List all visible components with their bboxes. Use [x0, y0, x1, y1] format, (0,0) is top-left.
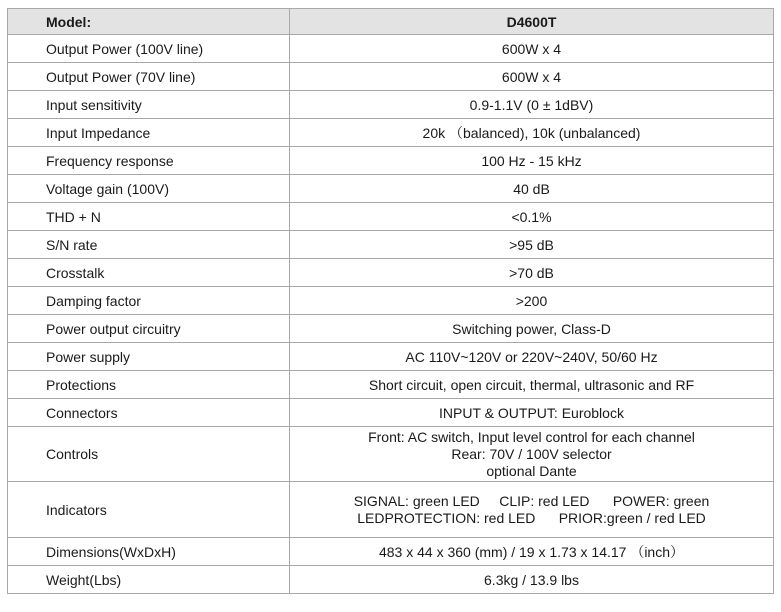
indicators-line: LEDPROTECTION: red LED PRIOR:green / red LED [357, 509, 706, 526]
spec-value: AC 110V~120V or 220V~240V, 50/60 Hz [290, 343, 774, 371]
header-row [8, 9, 774, 35]
table-row [8, 287, 774, 315]
spec-value: >95 dB [290, 231, 774, 259]
table-row [8, 63, 774, 91]
spec-label: Power supply [8, 343, 290, 371]
spec-label: Crosstalk [8, 259, 290, 287]
table-row [8, 175, 774, 203]
spec-value: Switching power, Class-D [290, 315, 774, 343]
spec-value: 20k （balanced), 10k (unbalanced) [290, 119, 774, 147]
dimensions-label: Dimensions(WxDxH) [8, 538, 290, 566]
controls-value [290, 427, 774, 482]
header-label: Model: [8, 9, 290, 35]
weight-label: Weight(Lbs) [8, 566, 290, 594]
table-row [8, 35, 774, 63]
dimensions-value: 483 x 44 x 360 (mm) / 19 x 1.73 x 14.17 （inch） [290, 538, 774, 566]
spec-label: Damping factor [8, 287, 290, 315]
spec-label: Protections [8, 371, 290, 399]
table-row [8, 315, 774, 343]
table-row [8, 399, 774, 427]
weight-row [8, 566, 774, 594]
indicators-row [8, 482, 774, 538]
table-row [8, 371, 774, 399]
header-model: D4600T [290, 9, 774, 35]
controls-line: Front: AC switch, Input level control for each channel [368, 428, 695, 445]
controls-label: Controls [8, 427, 290, 482]
spec-label: Connectors [8, 399, 290, 427]
spec-value: >70 dB [290, 259, 774, 287]
spec-value: 100 Hz - 15 kHz [290, 147, 774, 175]
spec-value: 0.9-1.1V (0 ± 1dBV) [290, 91, 774, 119]
spec-label: S/N rate [8, 231, 290, 259]
controls-line: optional Dante [486, 462, 577, 479]
spec-value: >200 [290, 287, 774, 315]
spec-label: Output Power (100V line) [8, 35, 290, 63]
weight-value: 6.3kg / 13.9 lbs [290, 566, 774, 594]
indicators-value [290, 482, 774, 538]
spec-value: 600W x 4 [290, 35, 774, 63]
spec-value: 600W x 4 [290, 63, 774, 91]
controls-line: Rear: 70V / 100V selector [451, 445, 612, 462]
dimensions-row [8, 538, 774, 566]
spec-label: Power output circuitry [8, 315, 290, 343]
spec-value: 40 dB [290, 175, 774, 203]
spec-label: Output Power (70V line) [8, 63, 290, 91]
indicators-line: SIGNAL: green LED CLIP: red LED POWER: green [353, 492, 710, 509]
table-row [8, 343, 774, 371]
table-row [8, 147, 774, 175]
spec-label: Frequency response [8, 147, 290, 175]
spec-value: INPUT & OUTPUT: Euroblock [290, 399, 774, 427]
spec-value: Short circuit, open circuit, thermal, ultrasonic and RF [290, 371, 774, 399]
controls-row [8, 427, 774, 482]
spec-label: Input Impedance [8, 119, 290, 147]
spec-label: Voltage gain (100V) [8, 175, 290, 203]
spec-table [7, 8, 774, 594]
table-row [8, 91, 774, 119]
spec-label: THD + N [8, 203, 290, 231]
table-row [8, 119, 774, 147]
indicators-label: Indicators [8, 482, 290, 538]
table-row [8, 259, 774, 287]
table-row [8, 203, 774, 231]
table-row [8, 231, 774, 259]
spec-value: <0.1% [290, 203, 774, 231]
spec-label: Input sensitivity [8, 91, 290, 119]
